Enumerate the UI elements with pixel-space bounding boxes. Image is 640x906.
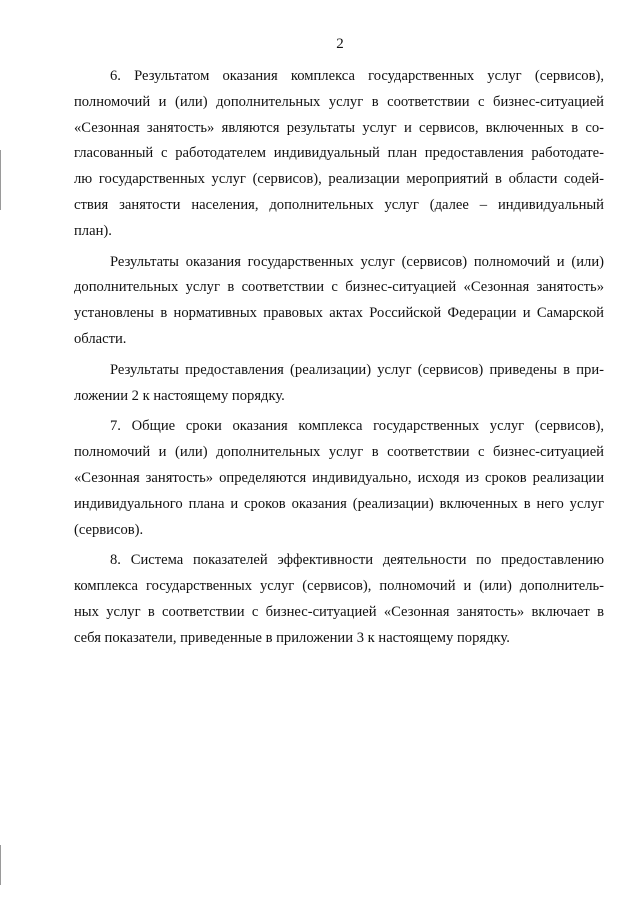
text-line: Результаты предоставления (реализации) услуг (сервисов) приведены в при-: [110, 361, 604, 378]
text-line: полномочий и (или) дополнительных услуг в соответствии с бизнес-ситуацией: [74, 444, 604, 461]
text-line: себя показатели, приведенные в приложении 3 к настоящему порядку.: [74, 629, 510, 646]
paragraph-results-appendix-2: [74, 358, 604, 410]
text-line: (сервисов).: [74, 521, 144, 538]
paragraph-results-established: [74, 250, 604, 353]
text-line: 6. Результатом оказания комплекса государственных услуг (сервисов),: [110, 68, 604, 84]
text-line: план).: [74, 222, 112, 239]
document-body: [74, 64, 604, 657]
paragraph-7: [74, 414, 604, 543]
text-line: гласованный с работодателем индивидуальный план предоставления работодате-: [74, 145, 604, 162]
text-line: «Сезонная занятость» определяются индивидуально, исходя из сроков реализации: [74, 469, 604, 486]
text-line: области.: [74, 330, 127, 347]
text-line: комплекса государственных услуг (сервисов), полномочий и (или) дополнитель-: [74, 578, 604, 595]
text-line: «Сезонная занятость» являются результаты услуг и сервисов, включенных в со-: [74, 119, 604, 136]
text-line: дополнительных услуг в соответствии с бизнес-ситуацией «Сезонная занятость»: [74, 279, 604, 296]
scan-edge-mark: [0, 150, 1, 210]
text-line: 7. Общие сроки оказания комплекса государственных услуг (сервисов),: [110, 418, 604, 435]
scan-edge-mark: [0, 845, 1, 885]
text-line: ных услуг в соответствии с бизнес-ситуацией «Сезонная занятость» включает в: [74, 603, 604, 620]
text-line: лю государственных услуг (сервисов), реализации мероприятий в области содей-: [74, 171, 604, 188]
text-line: полномочий и (или) дополнительных услуг в соответствии с бизнес-ситуацией: [74, 93, 604, 110]
text-line: ложении 2 к настоящему порядку.: [74, 387, 285, 404]
paragraph-6: [74, 64, 604, 245]
text-line: индивидуального плана и сроков оказания (реализации) включенных в него услуг: [74, 495, 604, 512]
text-line: установлены в нормативных правовых актах Российской Федерации и Самарской: [74, 305, 604, 322]
paragraph-8: [74, 548, 604, 651]
text-line: 8. Система показателей эффективности деятельности по предоставлению: [110, 552, 604, 569]
text-line: ствия занятости населения, дополнительных услуг (далее – индивидуальный: [74, 196, 604, 213]
text-line: Результаты оказания государственных услуг (сервисов) полномочий и (или): [110, 253, 604, 270]
page-number: 2: [336, 36, 344, 52]
